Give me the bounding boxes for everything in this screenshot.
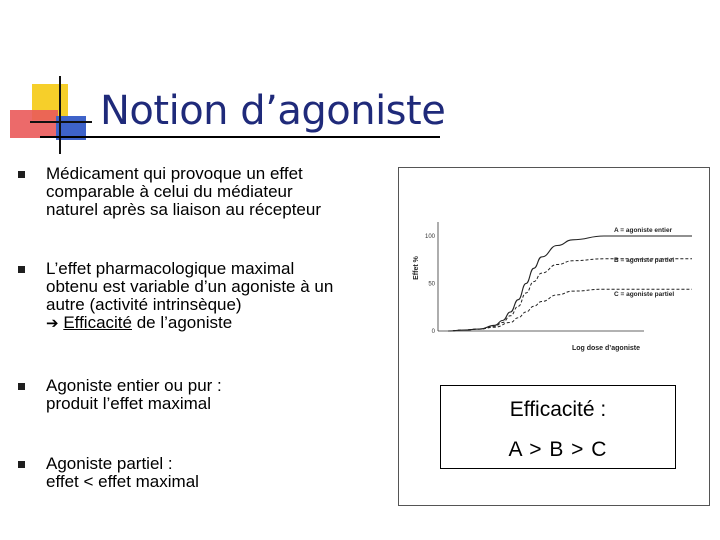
bullet-square-icon (18, 171, 25, 178)
slide-logo (0, 70, 110, 160)
bullet-line: effet < effet maximal (46, 472, 199, 491)
curve-label-c: C = agoniste partiel (614, 291, 675, 299)
slide-title: Notion d’agoniste (100, 88, 446, 134)
curve-label-a: A = agoniste entier (614, 227, 673, 234)
curve-label-b: B = agoniste partiel (614, 256, 675, 264)
y-axis-label: Effet % (413, 256, 420, 280)
x-axis-label: Log dose d’agoniste (571, 345, 641, 352)
dose-response-chart (404, 208, 702, 358)
bullet-line: Médicament qui provoque un effet (46, 164, 303, 183)
title-underline (40, 136, 440, 138)
bullet-line: naturel après sa liaison au récepteur (46, 200, 321, 219)
efficacy-box (440, 385, 676, 469)
bullet-square-icon (18, 461, 25, 468)
bullet-line: Agoniste partiel : (46, 454, 173, 473)
bullet-square-icon (18, 383, 25, 390)
y-tick-label: 0 (431, 329, 435, 335)
right-arrow-icon: ➔ (46, 314, 59, 332)
efficacy-keyword: Efficacité (63, 313, 132, 332)
efficacy-rest: de l’agoniste (131, 313, 233, 332)
curve-line-a (448, 236, 692, 331)
bullet-line: L’effet pharmacologique maximal (46, 259, 295, 278)
bullet-line: autre (activité intrinsèque) (46, 295, 242, 314)
bullet-square-icon (18, 266, 25, 273)
curve-labels (614, 227, 674, 298)
y-tick-label: 50 (428, 281, 435, 288)
bullet-line: Agoniste entier ou pur : (46, 376, 222, 395)
efficacy-order: A > B > C (508, 438, 608, 461)
bullet-line-efficacy (46, 314, 333, 332)
curves (448, 236, 692, 331)
y-tick-labels (425, 234, 436, 335)
y-tick-label: 100 (424, 234, 435, 240)
bullet-line: comparable à celui du médiateur (46, 182, 293, 201)
efficacy-label: Efficacité : (509, 398, 607, 421)
bullet-line: produit l’effet maximal (46, 394, 212, 413)
bullet-line: obtenu est variable d’un agoniste à un (46, 277, 334, 296)
logo-red-square (10, 110, 58, 138)
